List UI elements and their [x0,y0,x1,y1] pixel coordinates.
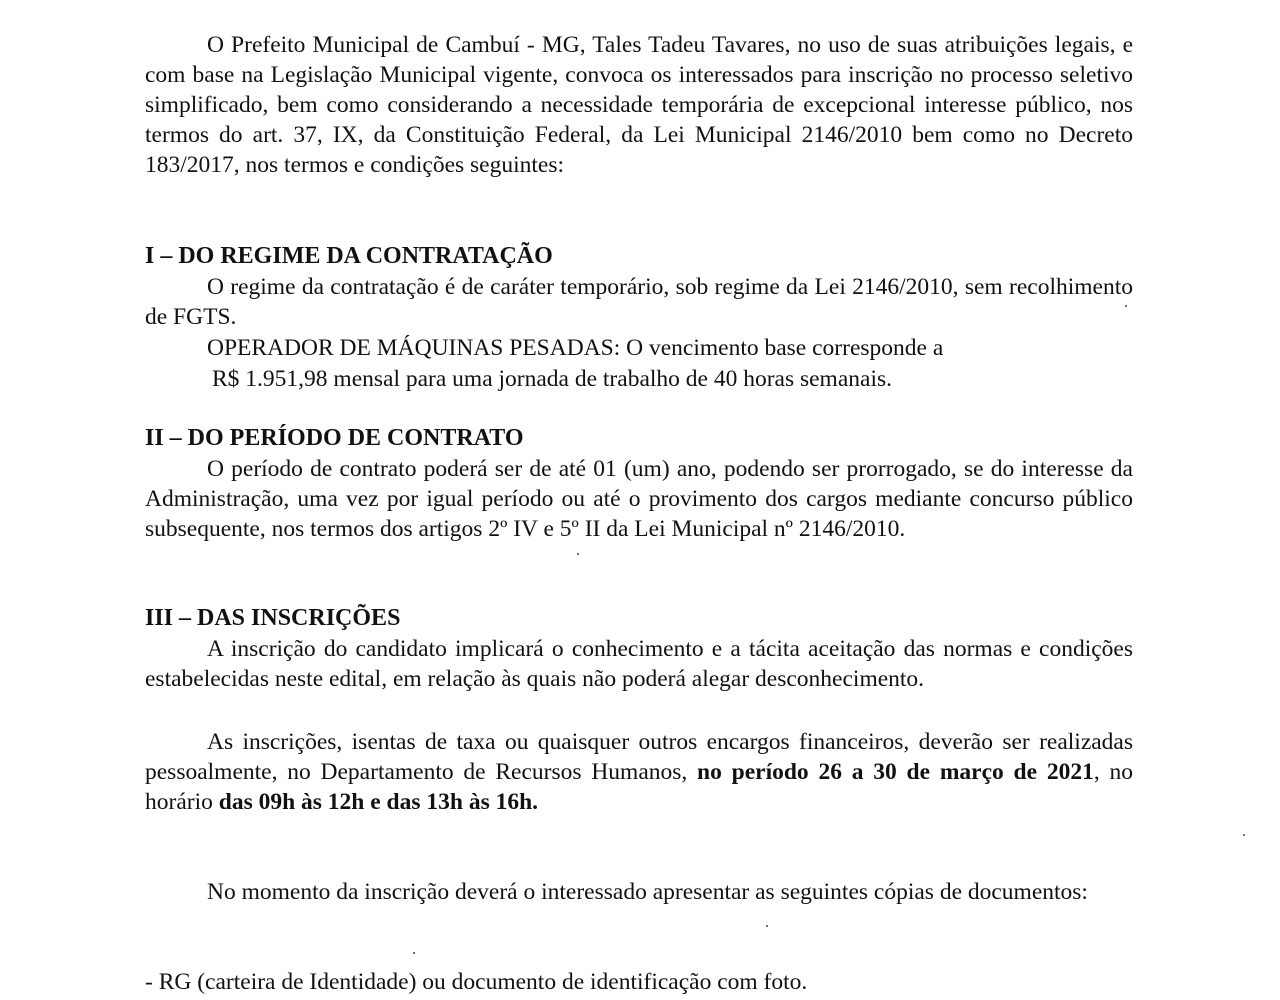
intro-paragraph: O Prefeito Municipal de Cambuí - MG, Tales Tadeu Tavares, no uso de suas atribuições legais, e com base na Legislação Municipal vigente, convoca os interessados para inscrição no processo seletivo simplificado, bem como considerando a necessidade temporária de excepcional interesse público, nos termos do art. 37, IX, da Constituição Federal, da Lei Municipal 2146/2010 bem como no Decreto 183/2017, nos termos e condições seguintes: [145,32,1133,178]
role-salary-line: OPERADOR DE MÁQUINAS PESADAS: O vencimento base corresponde a [207,335,944,361]
document-item-rg: - RG (carteira de Identidade) ou documento de identificação com foto. [145,969,808,995]
salary-amount-line: R$ 1.951,98 mensal para uma jornada de trabalho de 40 horas semanais. [212,366,892,392]
registration-period: no período 26 a 30 de março de 2021 [697,759,1094,785]
section-3-paragraph-2 [145,727,1133,817]
scan-speck [766,925,768,927]
section-1-paragraph: O regime da contratação é de caráter temporário, sob regime da Lei 2146/2010, sem recolhimento de FGTS. [145,274,1133,330]
section-3-heading: III – DAS INSCRIÇÕES [145,605,401,631]
section-1-heading: I – DO REGIME DA CONTRATAÇÃO [145,243,553,269]
section-2-heading: II – DO PERÍODO DE CONTRATO [145,425,524,451]
scan-speck [1125,305,1127,307]
scan-speck [577,553,579,555]
section-2-paragraph: O período de contrato poderá ser de até 01 (um) ano, podendo ser prorrogado, se do interesse da Administração, uma vez por igual período ou até o provimento dos cargos mediante concurso público subsequente, nos termos dos artigos 2º IV e 5º II da Lei Municipal nº 2146/2010. [145,456,1133,542]
registration-hours: das 09h às 12h e das 13h às 16h. [218,789,539,815]
registration-text-part-1: As inscrições, isentas de taxa ou quaisquer outros encargos financeiros, deverão ser realizadas pessoalmente, no Departamento de Recursos Humanos, [145,729,1133,785]
registration-text-part-2: , no horário [145,759,1133,815]
documents-intro-paragraph: No momento da inscrição deverá o interessado apresentar as seguintes cópias de documentos: [207,879,1088,905]
scan-speck [1243,834,1245,836]
scan-speck [413,952,415,954]
section-3-paragraph-1: A inscrição do candidato implicará o conhecimento e a tácita aceitação das normas e condições estabelecidas neste edital, em relação às quais não poderá alegar desconhecimento. [145,636,1133,692]
